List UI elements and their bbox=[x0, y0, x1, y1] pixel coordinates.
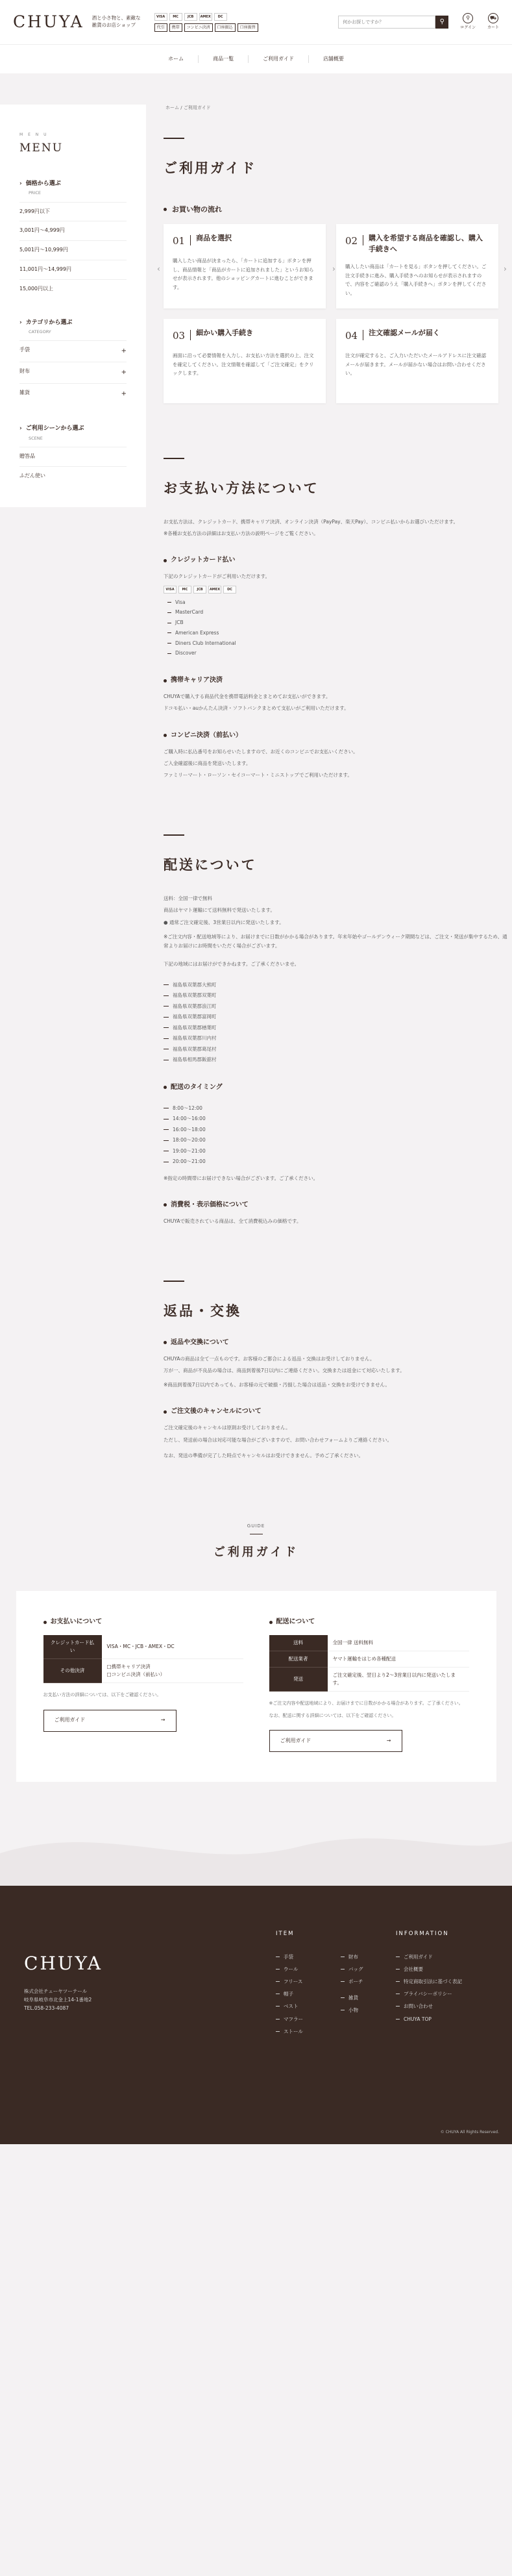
credit-brand: Diners Club International bbox=[167, 638, 512, 649]
category-filter[interactable] bbox=[19, 362, 127, 383]
card-logo: MC bbox=[178, 586, 191, 594]
price-sub: PRICE bbox=[29, 190, 41, 196]
footer-item-link[interactable]: フリース bbox=[276, 1975, 303, 1988]
summary-row bbox=[43, 1659, 243, 1683]
user-icon: ⚲ bbox=[463, 13, 473, 23]
category-filter-label: 雑貨 bbox=[19, 390, 30, 396]
bullet-icon bbox=[43, 1621, 47, 1624]
footer-item-link[interactable]: ベスト bbox=[276, 2000, 303, 2012]
footer-item-link[interactable]: ポーチ bbox=[341, 1975, 363, 1988]
footer-info bbox=[396, 1930, 462, 2025]
flow-step-head bbox=[173, 233, 317, 249]
footer-item-link[interactable]: ウール bbox=[276, 1963, 303, 1975]
cancel-text-2: ただし、発送前の場合は対応可能な場合がございますので、お問い合わせフォームよりご連絡ください。 bbox=[164, 1436, 392, 1443]
guide-summary-en: GUIDE bbox=[247, 1523, 265, 1534]
pay-tag: コンビニ決済 bbox=[184, 23, 213, 32]
footer-logo[interactable]: CHUYA bbox=[24, 1953, 103, 1975]
excluded-area: 福島県相馬郡飯舘村 bbox=[164, 1055, 512, 1066]
cart-icon: ⛟ bbox=[488, 13, 498, 23]
bullet-icon bbox=[269, 1621, 273, 1624]
payment-guide-button[interactable]: ご利用ガイド → bbox=[43, 1710, 177, 1732]
summary-value: VISA・MC・JCB・AMEX・DC bbox=[102, 1635, 243, 1659]
shipping-guide-button[interactable]: ご利用ガイド → bbox=[269, 1730, 402, 1752]
summary-payment-title: お支払いについて bbox=[43, 1617, 243, 1627]
card-logo: AMEX bbox=[199, 13, 212, 21]
step-text: 画面に沿って必要情報を入力し、お支払い方法を選択の上、注文を確定してください。注文情報を確認して「ご注文確定」をクリックします。 bbox=[173, 353, 314, 377]
credit-brand: Discover bbox=[167, 648, 512, 658]
summary-value: □携帯キャリア決済 □コンビニ決済（前払い） bbox=[102, 1659, 243, 1683]
flow-step bbox=[336, 224, 498, 308]
footer-item-link[interactable]: マフラー bbox=[276, 2013, 303, 2025]
footer-info-link[interactable]: お問い合わせ bbox=[396, 2000, 462, 2012]
ship-line-1: 送料：全国一律で無料 bbox=[164, 895, 212, 902]
cart-button[interactable] bbox=[487, 13, 499, 31]
footer-info-link[interactable]: ご利用ガイド bbox=[396, 1951, 462, 1963]
credit-brand: Visa bbox=[167, 597, 512, 608]
site-footer bbox=[0, 1886, 512, 2144]
card-logos bbox=[164, 586, 512, 594]
carrier-heading: 携帯キャリア決済 bbox=[164, 675, 512, 686]
search-input[interactable] bbox=[338, 16, 435, 29]
card-logo: DC bbox=[223, 586, 236, 594]
footer-item-link[interactable]: 小物 bbox=[341, 2004, 363, 2016]
footer-info-link[interactable]: CHUYA TOP bbox=[396, 2013, 462, 2025]
delivery-time: 20:00〜21:00 bbox=[164, 1157, 512, 1168]
footer-info-link[interactable]: プライバシーポリシー bbox=[396, 1988, 462, 2000]
step-bar bbox=[190, 330, 191, 340]
conv-heading: コンビニ決済（前払い） bbox=[164, 731, 512, 741]
bullet-icon bbox=[164, 559, 167, 562]
bullet-icon bbox=[164, 734, 167, 737]
credit-heading: クレジットカード払い bbox=[164, 555, 512, 566]
step-number: 03 bbox=[173, 330, 186, 342]
delivery-time: 19:00〜21:00 bbox=[164, 1146, 512, 1157]
breadcrumb-home[interactable]: ホーム bbox=[165, 105, 179, 110]
footer-item-link[interactable]: 手袋 bbox=[276, 1951, 303, 1963]
payment-title: お支払い方法について bbox=[164, 480, 319, 497]
flow-step-head bbox=[345, 328, 489, 344]
scene-filter[interactable] bbox=[19, 447, 127, 466]
summary-key: 発送 bbox=[269, 1668, 328, 1692]
arrow-right-icon: → bbox=[160, 1717, 165, 1723]
search-form bbox=[338, 16, 448, 29]
footer-info-title: INFORMATION bbox=[396, 1931, 449, 1938]
bullet-icon bbox=[164, 208, 167, 211]
footer-item-link[interactable]: 財布 bbox=[341, 1951, 363, 1963]
category-heading: › カテゴリから選ぶ bbox=[19, 318, 127, 327]
step-title: 注文確認メールが届く bbox=[369, 329, 440, 338]
price-filter[interactable] bbox=[19, 221, 127, 240]
copyright: © CHUYA All Rights Reserved. bbox=[440, 2129, 499, 2134]
ship-line-2: 商品はヤマト運輸にて送料無料で発送いたします。 bbox=[164, 907, 275, 914]
guide-summary-title: ご利用ガイド bbox=[213, 1545, 299, 1560]
bullet-icon bbox=[164, 1203, 167, 1207]
excluded-area: 福島県双葉郡浪江町 bbox=[164, 1001, 512, 1012]
timing-heading: 配送のタイミング bbox=[164, 1082, 512, 1093]
footer-item-link[interactable]: 雑貨 bbox=[341, 1992, 363, 2004]
guide-summary-box bbox=[16, 1591, 496, 1782]
credit-brand: JCB bbox=[167, 618, 512, 628]
nav-guide[interactable]: ご利用ガイド bbox=[248, 55, 308, 63]
cancel-heading: ご注文後のキャンセルについて bbox=[164, 1407, 512, 1417]
returns-text: CHUYAの商品は全て一点ものです。お客様のご都合による返品・交換はお受けしておりません。 bbox=[164, 1355, 375, 1362]
shipping-table bbox=[269, 1635, 469, 1692]
delivery-time: 16:00〜18:00 bbox=[164, 1125, 512, 1136]
price-filter[interactable] bbox=[19, 202, 127, 221]
search-icon[interactable]: ⚲ bbox=[435, 16, 448, 29]
step-bar bbox=[190, 235, 191, 245]
pay-tag: 口座振込 bbox=[215, 23, 236, 32]
footer-item-title: ITEM bbox=[276, 1931, 295, 1938]
main-content bbox=[146, 73, 512, 1463]
bullet-icon bbox=[164, 679, 167, 682]
step-title: 商品を選択 bbox=[196, 234, 232, 243]
scene-filter[interactable] bbox=[19, 466, 127, 486]
summary-value: ご注文確定後、翌日より2〜3営業日以内に発送いたします。 bbox=[328, 1668, 469, 1692]
flow-step bbox=[336, 319, 498, 403]
ship-line-3: ● 通常ご注文確定後、3営業日以内に発送いたします。 bbox=[164, 919, 284, 925]
summary-value: 全国一律 送料無料 bbox=[328, 1635, 469, 1651]
summary-key: クレジットカード払い bbox=[43, 1635, 102, 1659]
guide-summary-heading bbox=[0, 1521, 512, 1562]
tagline: 酒と小さ物と、素敵な雑貨のお店ショップ bbox=[91, 15, 141, 28]
nav-home[interactable]: ホーム bbox=[168, 56, 184, 62]
footer-info-link[interactable]: 特定商取引法に基づく表記 bbox=[396, 1975, 462, 1988]
category-filter-label: 財布 bbox=[19, 368, 30, 375]
shipping-title: 配送について bbox=[164, 857, 257, 873]
summary-shipping bbox=[269, 1617, 469, 1752]
footer-item-link[interactable]: 帽子 bbox=[276, 1988, 303, 2000]
time-note: ※指定の時間帯にお届けできない場合がございます。ご了承ください。 bbox=[164, 1175, 319, 1181]
returns-heading: 返品や交換について bbox=[164, 1338, 512, 1348]
summary-key: 送料 bbox=[269, 1635, 328, 1651]
chevron-left-icon: ‹ bbox=[157, 264, 160, 274]
payment-intro: お支払方法は、クレジットカード、携帯キャリア決済、オンライン決済（PayPay、楽天Pay）、コンビニ払いからお選びいただけます。 bbox=[164, 518, 458, 525]
area-list bbox=[164, 980, 512, 1066]
step-number: 04 bbox=[345, 330, 358, 342]
breadcrumb-current: ご利用ガイド bbox=[183, 105, 211, 110]
bullet-icon bbox=[164, 1410, 167, 1414]
category-sub: CATEGORY bbox=[29, 329, 51, 334]
price-filter[interactable] bbox=[19, 279, 127, 299]
step-number: 02 bbox=[345, 235, 358, 247]
scene-filter-label: 贈答品 bbox=[19, 453, 35, 460]
excluded-area: 福島県双葉郡双葉町 bbox=[164, 990, 512, 1001]
payment-table bbox=[43, 1635, 243, 1683]
step-text: 注文が確定すると、ご入力いただいたメールアドレスに注文確認メールが届きます。メールが届かない場合はお問い合わせください。 bbox=[345, 353, 487, 377]
sidebar-menu bbox=[0, 105, 146, 507]
sidebar-en: M E N U bbox=[19, 132, 49, 137]
flow-step-head bbox=[173, 328, 317, 344]
excluded-area: 福島県双葉郡川内村 bbox=[164, 1033, 512, 1044]
carrier-text: CHUYAで購入する商品代金を携帯電話料金とまとめてお支払いができます。 bbox=[164, 694, 331, 700]
footer-item-link[interactable]: ストール bbox=[276, 2025, 303, 2038]
breadcrumb: ホーム / ご利用ガイド bbox=[165, 105, 211, 110]
chevron-icon: › bbox=[19, 180, 22, 187]
step-title: 細かい購入手続き bbox=[196, 329, 254, 338]
login-button[interactable] bbox=[460, 13, 476, 31]
step-number: 01 bbox=[173, 235, 186, 247]
summary-key: 配送業者 bbox=[269, 1651, 328, 1668]
bullet-icon bbox=[164, 1341, 167, 1344]
category-filter[interactable] bbox=[19, 340, 127, 362]
summary-row bbox=[269, 1651, 469, 1668]
step-title: 購入を希望する商品を確認し、購入手続きへ bbox=[368, 234, 483, 253]
conv-text-2: ご入金確認後に商品を発送いたします。 bbox=[164, 760, 251, 766]
card-logo: VISA bbox=[154, 13, 167, 21]
payment-intro-note: ※各種お支払方法の詳細はお支払い方法の説明ページをご覧ください。 bbox=[164, 531, 319, 537]
site-header bbox=[0, 0, 512, 44]
section-divider bbox=[164, 138, 184, 139]
section-divider bbox=[164, 834, 184, 836]
delivery-time: 18:00〜20:00 bbox=[164, 1135, 512, 1146]
summary-shipping-title: 配送について bbox=[269, 1617, 469, 1627]
time-list bbox=[164, 1103, 512, 1168]
carrier-text-2: ドコモ払い・auかんたん決済・ソフトバンクまとめて支払いがご利用いただけます。 bbox=[164, 705, 349, 712]
card-logo: JCB bbox=[184, 13, 197, 21]
tax-text: CHUYAで販売されている商品は、全て消費税込みの価格です。 bbox=[164, 1218, 302, 1224]
price-filter[interactable] bbox=[19, 260, 127, 279]
login-label: ログイン bbox=[460, 25, 476, 31]
summary-row bbox=[43, 1635, 243, 1659]
price-filter[interactable] bbox=[19, 240, 127, 260]
section-divider bbox=[164, 1281, 184, 1282]
page-title: ご利用ガイド bbox=[164, 160, 257, 177]
nav-products[interactable]: 商品一覧 bbox=[198, 55, 248, 63]
chevron-icon: › bbox=[19, 425, 22, 432]
card-logo: MC bbox=[169, 13, 182, 21]
global-nav bbox=[0, 44, 512, 73]
footer-address: 株式会社チューヤツーテール 岐阜県岐阜市北金上14-1番地2 TEL.058-233-4087 bbox=[24, 1988, 92, 2011]
bullet-icon bbox=[164, 1086, 167, 1089]
step-text: 購入したい商品が決まったら、「カートに追加する」ボタンを押し、商品情報と「商品がカートに追加されました」というお知らせが表示されます。他のショッピングカートに進むことができます。 bbox=[173, 258, 314, 290]
summary-shipping-note-2: なお、配送に関する詳細については、以下をご確認ください。 bbox=[269, 1712, 396, 1718]
price-filter-label: 15,000円以上 bbox=[19, 285, 53, 292]
cart-label: カート bbox=[487, 25, 499, 31]
category-filter-label: 手袋 bbox=[19, 347, 30, 353]
flow-steps bbox=[157, 224, 512, 403]
returns-note: ※商品到着後7日以内であっても、お客様の元で破損・汚損した場合は返品・交換をお受けできません。 bbox=[164, 1382, 390, 1388]
plus-icon: + bbox=[121, 369, 127, 377]
returns-title: 返品・交換 bbox=[164, 1303, 241, 1319]
summary-value: ヤマト運輸をはじめ各種配送 bbox=[328, 1651, 469, 1668]
price-filter-label: 5,001円〜10,999円 bbox=[19, 247, 68, 253]
ship-note: ※ご注文内容・配送地域等により、お届けまでに日数がかかる場合があります。年末年始やゴールデンウィーク期間などは、ご注文・発送が集中するため、通常よりお届けにお時間をいただく場合がございます。 bbox=[164, 933, 507, 949]
footer-item-link[interactable]: バッグ bbox=[341, 1963, 363, 1975]
flow-step bbox=[164, 224, 326, 308]
credit-list bbox=[167, 597, 512, 659]
payment-badges bbox=[154, 13, 258, 32]
price-filter-label: 2,999円以下 bbox=[19, 208, 50, 214]
pay-tag: 携帯 bbox=[169, 23, 182, 32]
excluded-area: 福島県双葉郡富岡町 bbox=[164, 1012, 512, 1023]
tax-heading: 消費税・表示価格について bbox=[164, 1200, 512, 1210]
delivery-time: 8:00〜12:00 bbox=[164, 1103, 512, 1114]
chevron-icon: › bbox=[19, 319, 22, 326]
conv-text: ご購入時に払込番号をお知らせいたしますので、お近くのコンビニでお支払いください。 bbox=[164, 748, 358, 755]
pay-tag: 代引 bbox=[154, 23, 167, 32]
conv-text-3: ファミリーマート・ローソン・セイコーマート・ミニストップでご利用いただけます。 bbox=[164, 772, 352, 779]
step-text: 購入したい商品は「カートを見る」ボタンを押してください。ご注文手続きに進み、購入手続きへのお知らせが表示されますので、内容をご確認のうえ「購入手続きへ」ボタンを押してください。 bbox=[345, 264, 487, 296]
price-heading: › 価格から選ぶ bbox=[19, 179, 127, 188]
credit-brand: American Express bbox=[167, 628, 512, 638]
card-logo: JCB bbox=[193, 586, 206, 594]
scene-heading: › ご利用シーンから選ぶ bbox=[19, 424, 127, 433]
pay-tag: 口座振替 bbox=[238, 23, 258, 32]
footer-info-link[interactable]: 会社概要 bbox=[396, 1963, 462, 1975]
credit-text: 下記のクレジットカードがご利用いただけます。 bbox=[164, 573, 270, 580]
decorative-wave bbox=[0, 1782, 512, 1886]
arrow-right-icon: → bbox=[386, 1737, 391, 1744]
ship-area-intro: 下記の地域にはお届けができかねます。ご了承くださいませ。 bbox=[164, 961, 300, 968]
nav-shop[interactable]: 店舗概要 bbox=[308, 55, 358, 63]
excluded-area: 福島県双葉郡楢葉町 bbox=[164, 1023, 512, 1034]
excluded-area: 福島県双葉郡大熊町 bbox=[164, 980, 512, 991]
card-logo: DC bbox=[214, 13, 227, 21]
credit-brand: MasterCard bbox=[167, 607, 512, 618]
category-filter[interactable] bbox=[19, 383, 127, 405]
excluded-area: 福島県双葉郡葛尾村 bbox=[164, 1044, 512, 1055]
chevron-right-icon: › bbox=[504, 264, 507, 274]
card-logo: AMEX bbox=[208, 586, 221, 594]
flow-step-head bbox=[345, 233, 489, 255]
scene-sub: SCENE bbox=[29, 435, 43, 441]
section-divider bbox=[164, 458, 184, 459]
card-logo: VISA bbox=[164, 586, 177, 594]
cancel-note: なお、発送の準備が完了した時点でキャンセルはお受けできません。予めご了承ください。 bbox=[164, 1452, 363, 1458]
plus-icon: + bbox=[121, 347, 127, 355]
summary-payment bbox=[43, 1617, 243, 1752]
flow-heading: お買い物の流れ bbox=[164, 204, 512, 216]
chevron-right-icon: › bbox=[332, 264, 335, 274]
sidebar-title: MENU bbox=[19, 141, 64, 155]
delivery-time: 14:00〜16:00 bbox=[164, 1114, 512, 1125]
summary-row bbox=[269, 1635, 469, 1651]
plus-icon: + bbox=[121, 390, 127, 398]
returns-text-2: 万が一、商品が不良品の場合は、商品到着後7日以内にご連絡ください。交換または返金にて対応いたします。 bbox=[164, 1367, 405, 1373]
summary-key: その他決済 bbox=[43, 1659, 102, 1683]
footer-items bbox=[276, 1930, 363, 2037]
scene-filter-label: ふだん使い bbox=[19, 472, 45, 479]
summary-row bbox=[269, 1668, 469, 1692]
summary-payment-note: お支払い方法の詳細については、以下をご確認ください。 bbox=[43, 1692, 162, 1698]
site-logo[interactable]: CHUYA bbox=[13, 12, 84, 31]
price-filter-label: 11,001円〜14,999円 bbox=[19, 266, 71, 272]
price-filter-label: 3,001円〜4,999円 bbox=[19, 227, 65, 234]
cancel-text: ご注文確定後のキャンセルは原則お受けしておりません。 bbox=[164, 1425, 291, 1431]
summary-shipping-note: ※ご注文内容や配送地域により、お届けまでに日数がかかる場合があります。ご了承ください。 bbox=[269, 1701, 463, 1707]
flow-step bbox=[164, 319, 326, 403]
